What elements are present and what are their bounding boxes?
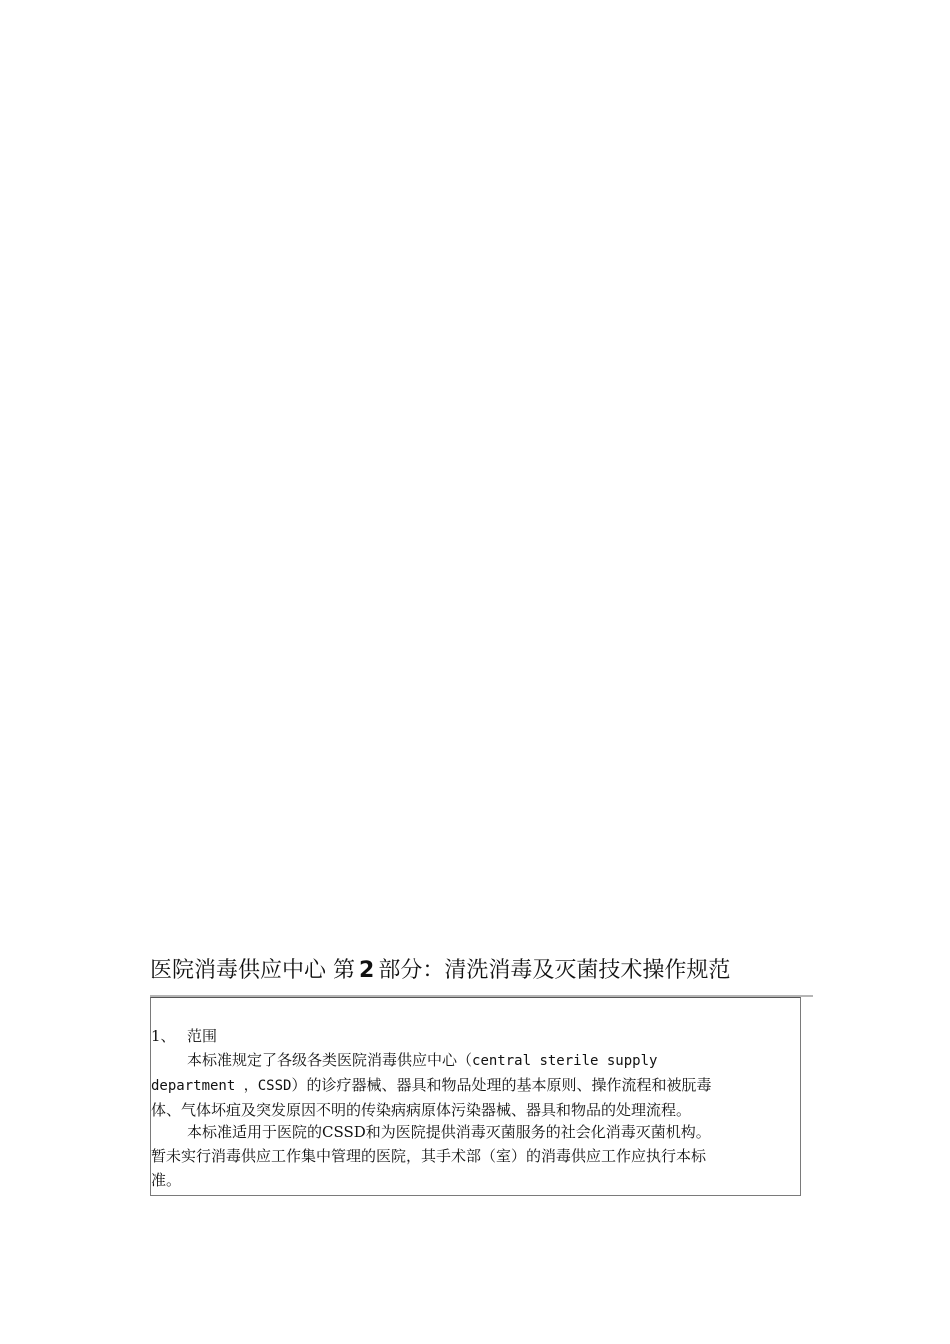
title-part-number: 2 xyxy=(359,958,375,983)
paragraph-line: 本标准适用于医院的CSSD和为医院提供消毒灭菌服务的社会化消毒灭菌机构。 xyxy=(187,1123,711,1141)
section-title: 范围 xyxy=(187,1027,218,1045)
paragraph-latin-text: central sterile supply xyxy=(472,1053,658,1069)
content-box xyxy=(150,997,801,1196)
paragraph-line xyxy=(151,1048,800,1073)
paragraph-line: 暂未实行消毒供应工作集中管理的医院，其手术部（室）的消毒供应工作应执行本标 xyxy=(151,1147,707,1165)
document-title xyxy=(150,955,830,987)
title-suffix: 部分：清洗消毒及灭菌技术操作规范 xyxy=(378,958,731,983)
paragraph-text: 本标准规定了各级各类医院消毒供应中心（ xyxy=(187,1051,473,1069)
paragraph-scope-applicability xyxy=(151,1120,800,1192)
title-prefix: 医院消毒供应中心 xyxy=(150,958,327,983)
title-part-label: 第 xyxy=(333,958,356,983)
paragraph-line xyxy=(151,1073,800,1098)
section-heading xyxy=(151,1026,217,1046)
paragraph-line: 体、气体坏疽及突发原因不明的传染病病原体污染器械、器具和物品的处理流程。 xyxy=(151,1101,692,1119)
section-number: 1、 xyxy=(151,1027,176,1045)
paragraph-scope-definition xyxy=(151,1048,800,1122)
paragraph-text: ）的诊疗器械、器具和物品处理的基本原则、操作流程和被朊毒 xyxy=(291,1076,712,1094)
paragraph-line: 准。 xyxy=(151,1171,182,1189)
paragraph-latin-text: department ，CSSD xyxy=(151,1078,292,1094)
